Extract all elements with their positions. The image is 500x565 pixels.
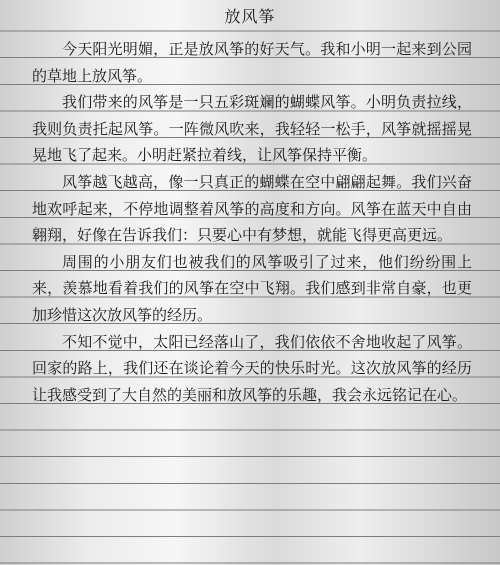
paragraph-3: 风筝越飞越高，像一只真正的蝴蝶在空中翩翩起舞。我们兴奋地欢呼起来，不停地调整着风筝的高度和方向。风筝在蓝天中自由翱翔，好像在告诉我们：只要心中有梦想，就能飞得更高更远。: [32, 172, 472, 245]
paragraph-2: 我们带来的风筝是一只五彩斑斓的蝴蝶风筝。小明负责拉线，我则负责托起风筝。一阵微风吹来，我轻轻一松手，风筝就摇摇晃晃地飞了起来。小明赶紧拉着线，让风筝保持平衡。: [32, 93, 472, 165]
essay-body: [32, 36, 472, 408]
paragraph-1: 今天阳光明媚，正是放风筝的好天气。我和小明一起来到公园的草地上放风筝。: [32, 40, 472, 85]
paragraph-5: 不知不觉中，太阳已经落山了，我们依依不舍地收起了风筝。回家的路上，我们还在谈论着今天的快乐时光。这次放风筝的经历让我感受到了大自然的美丽和放风筝的乐趣，我会永远铭记在心。: [32, 332, 472, 404]
essay-title: 放风筝: [224, 7, 276, 26]
paragraph-4: 周围的小朋友们也被我们的风筝吸引了过来，他们纷纷围上来，羡慕地看着我们的风筝在空中飞翔。我们感到非常自豪，也更加珍惜这次放风筝的经历。: [32, 252, 472, 324]
